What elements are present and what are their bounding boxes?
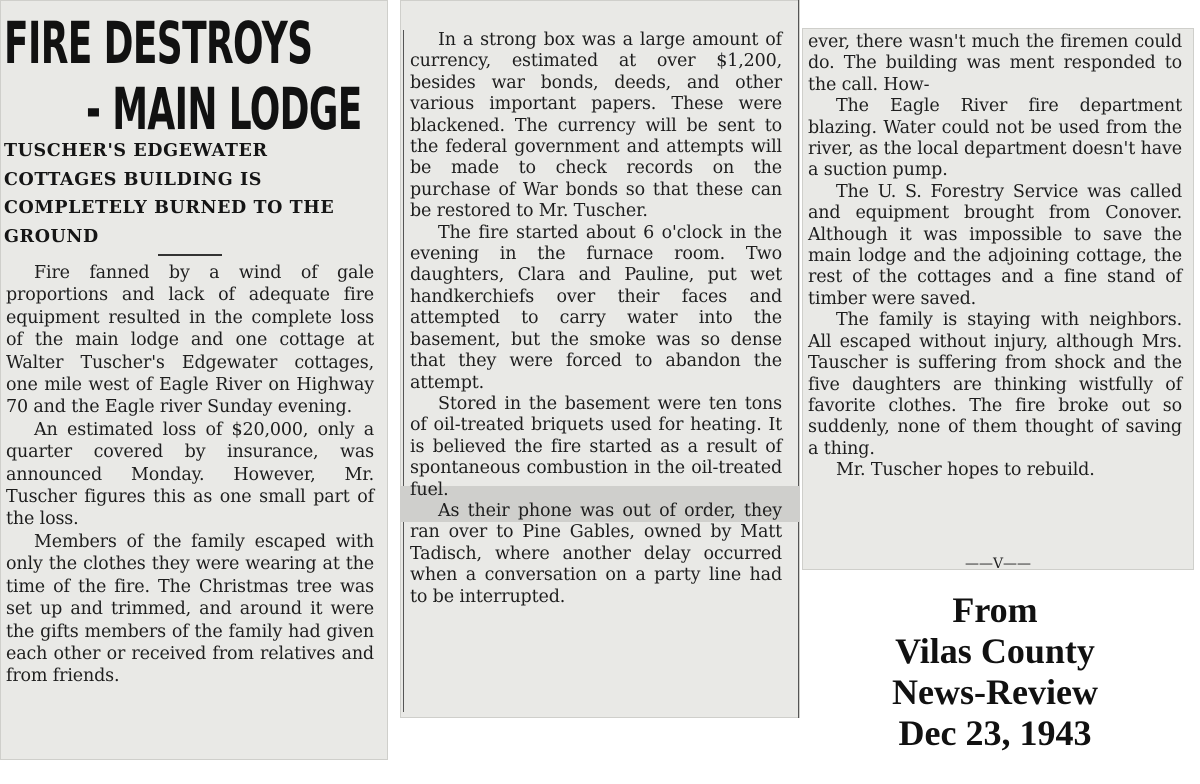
subheadline: TUSCHER'S EDGEWATER COTTAGES BUILDING IS COMPLETELY BURNED TO THE GROUND xyxy=(4,141,335,247)
source-credit xyxy=(860,590,1130,754)
column-rule-right xyxy=(798,0,799,718)
credit-date: Dec 23, 1943 xyxy=(898,713,1092,753)
credit-line: Vilas County xyxy=(895,631,1095,671)
paragraph: The U. S. Forestry Service was called and equipment brought from Conover. Although it was impossible to save the main lodge and the adjoining cottage, the rest of the cottages and a fine stand of timber were saved. xyxy=(808,181,1182,309)
headline-rule xyxy=(158,254,222,256)
headline-line-2: - MAIN LODGE xyxy=(86,75,362,143)
paragraph: Stored in the basement were ten tons of oil-treated briquets used for heating. It is believed the fire started as a result of spontaneous combustion in the oil-treated fuel. xyxy=(410,393,782,500)
headline-line-1: FIRE DESTROYS xyxy=(4,9,313,77)
paragraph: As their phone was out of order, they ran over to Pine Gables, owned by Matt Tadisch, where another delay occurred when a conversation on a party line had to be interrupted. xyxy=(410,500,782,607)
paragraph: Mr. Tuscher hopes to rebuild. xyxy=(836,460,1095,481)
paragraph: The fire started about 6 o'clock in the evening in the furnace room. Two daughters, Clara and Pauline, put wet handkerchiefs over their faces and attempted to carry water into the basement, but the smoke was so dense that they were forced to abandon the attempt. xyxy=(410,222,782,393)
end-separator: ——V—— xyxy=(964,556,1032,572)
paragraph: Members of the family escaped with only the clothes they were wearing at the time of the fire. The Christmas tree was set up and trimmed, and around it were the gifts members of the family had given each other or received from relatives and from friends. xyxy=(6,531,374,687)
credit-line: From xyxy=(952,590,1038,630)
paragraph: ever, there wasn't much the firemen could do. The building was ment responded to the call. How- xyxy=(808,32,1182,95)
paragraph: The family is staying with neighbors. All escaped without injury, although Mrs. Tauscher is suffering from shock and the five daughters are thinking wistfully of favorite clothes. The fire broke out so suddenly, none of them thought of saving a thing. xyxy=(808,310,1182,459)
article-column-3 xyxy=(808,32,1182,482)
paragraph: An estimated loss of $20,000, only a quarter covered by insurance, was announced Monday. However, Mr. Tuscher figures this as one small part of the loss. xyxy=(6,419,374,530)
paragraph: The Eagle River fire department blazing. Water could not be used from the river, as the local department doesn't have a suction pump. xyxy=(808,96,1182,181)
column-rule-left xyxy=(403,30,404,712)
article-column-1 xyxy=(6,262,374,688)
credit-line: News-Review xyxy=(892,672,1098,712)
article-column-2 xyxy=(410,30,782,608)
paragraph: In a strong box was a large amount of currency, estimated at over $1,200, besides war bonds, deeds, and other various important papers. These were blackened. The currency will be sent to the federal government and attempts will be made to check records on the purchase of War bonds so that these can be restored to Mr. Tuscher. xyxy=(410,30,782,222)
paragraph: Fire fanned by a wind of gale proportions and lack of adequate fire equipment resulted in the complete loss of the main lodge and one cottage at Walter Tuscher's Edgewater cottages, one mile west of Eagle River on Highway 70 and the Eagle river Sunday evening. xyxy=(6,263,374,418)
